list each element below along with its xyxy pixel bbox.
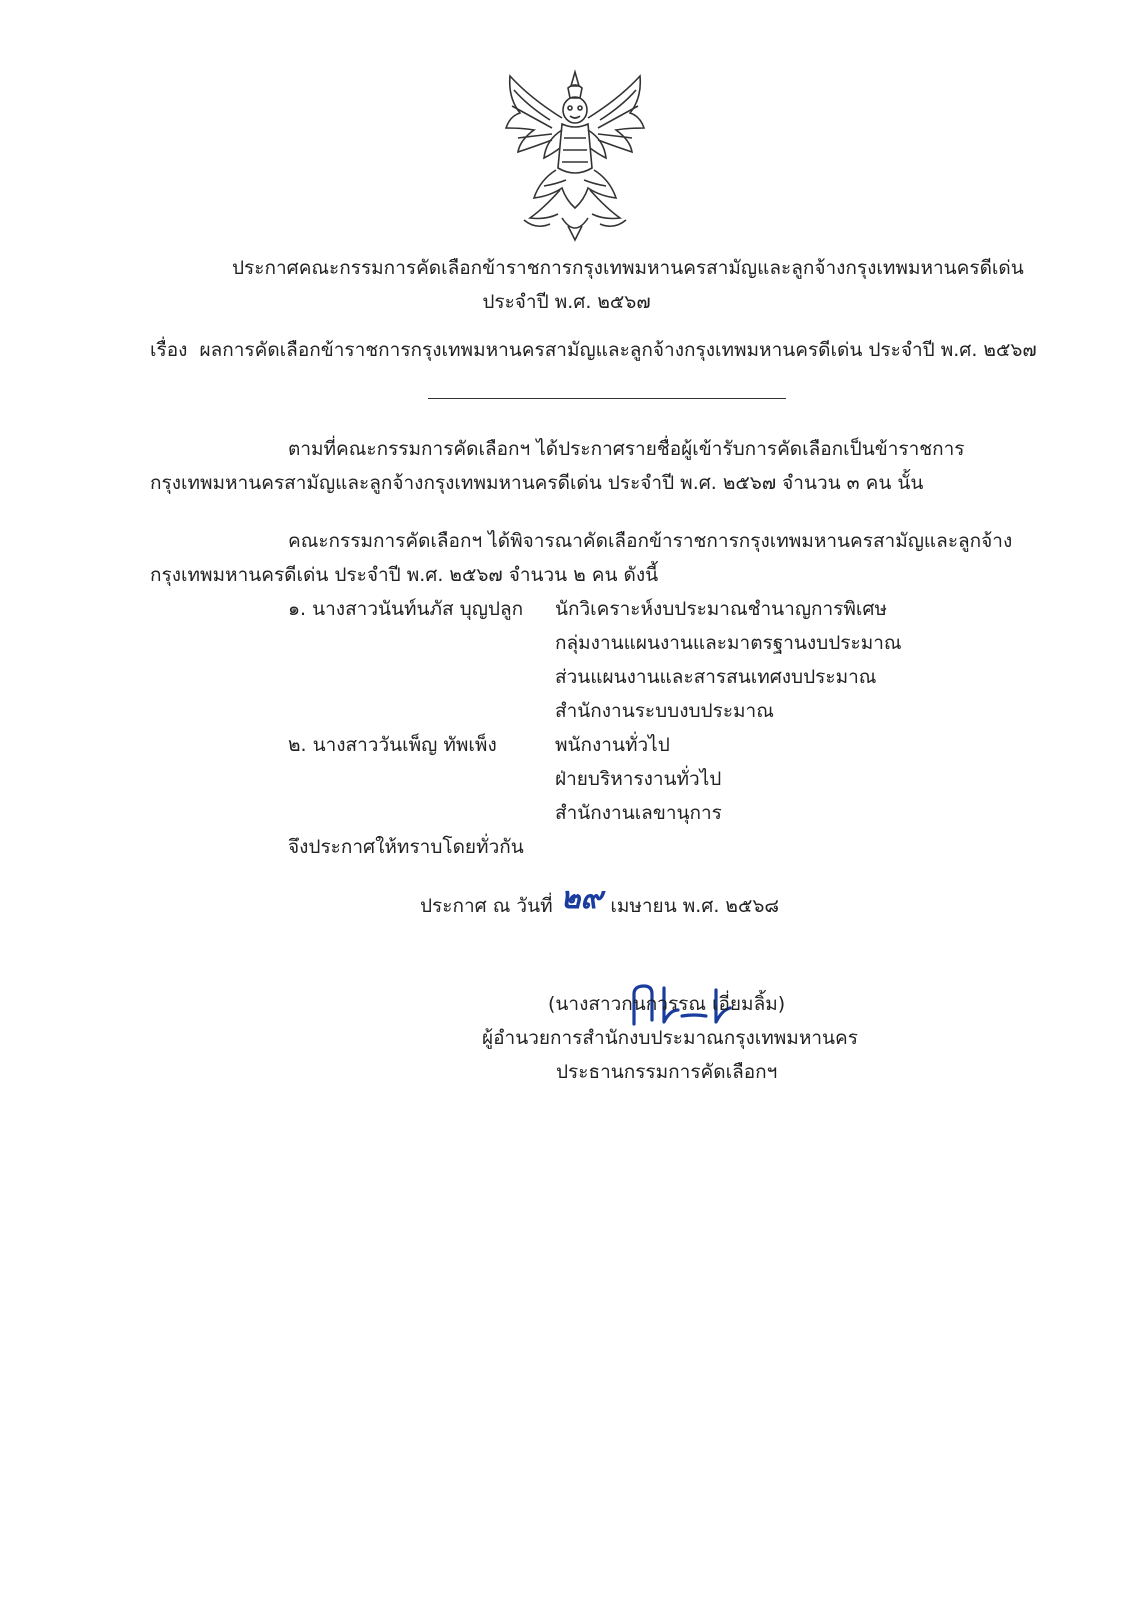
signatory-name: (นางสาวกนกวรรณ เอี่ยมลิ้ม) [548, 993, 786, 1015]
recipient-detail: พนักงานทั่วไป [555, 734, 670, 756]
announcement-title-line2: ประจำปี พ.ศ. ๒๕๖๗ [482, 291, 651, 313]
recipient-detail: สำนักงานระบบงบประมาณ [555, 700, 774, 722]
announcement-title-line1: ประกาศคณะกรรมการคัดเลือกข้าราชการกรุงเทพมหานครสามัญและลูกจ้างกรุงเทพมหานครดีเด่น [232, 257, 1024, 279]
closing-statement: จึงประกาศให้ทราบโดยทั่วกัน [288, 836, 524, 858]
recipient-detail: นักวิเคราะห์งบประมาณชำนาญการพิเศษ [555, 598, 887, 620]
paragraph1-line1: ตามที่คณะกรรมการคัดเลือกฯ ได้ประกาศรายชื่อผู้เข้ารับการคัดเลือกเป็นข้าราชการ [288, 438, 965, 460]
announcement-date [420, 881, 780, 919]
recipient-name: ๑. นางสาวนันท์นภัส บุญปลูก [288, 598, 524, 620]
title-divider [428, 398, 786, 399]
recipient-detail: กลุ่มงานแผนงานและมาตรฐานงบประมาณ [555, 632, 902, 654]
signatory-role: ประธานกรรมการคัดเลือกฯ [556, 1061, 778, 1083]
paragraph2-line2: กรุงเทพมหานครดีเด่น ประจำปี พ.ศ. ๒๕๖๗ จำนวน ๒ คน ดังนี้ [150, 564, 659, 586]
date-prefix: ประกาศ ณ วันที่ [420, 895, 553, 917]
recipient-detail: สำนักงานเลขานุการ [555, 802, 722, 824]
date-month-year: เมษายน พ.ศ. ๒๕๖๘ [610, 895, 780, 917]
recipient-detail: ฝ่ายบริหารงานทั่วไป [555, 768, 722, 790]
date-day-handwritten: ๒๙ [560, 881, 603, 916]
signatory-position: ผู้อำนวยการสำนักงบประมาณกรุงเทพมหานคร [482, 1027, 858, 1049]
subject-label: เรื่อง [150, 339, 188, 361]
paragraph1-line2: กรุงเทพมหานครสามัญและลูกจ้างกรุงเทพมหานครดีเด่น ประจำปี พ.ศ. ๒๕๖๗ จำนวน ๓ คน นั้น [150, 472, 924, 494]
subject-line [150, 337, 1037, 363]
garuda-emblem-icon [500, 68, 650, 243]
recipient-detail: ส่วนแผนงานและสารสนเทศงบประมาณ [555, 666, 877, 688]
subject-text: ผลการคัดเลือกข้าราชการกรุงเทพมหานครสามัญและลูกจ้างกรุงเทพมหานครดีเด่น ประจำปี พ.ศ. ๒๕๖๗ [199, 339, 1037, 361]
paragraph2-line1: คณะกรรมการคัดเลือกฯ ได้พิจารณาคัดเลือกข้าราชการกรุงเทพมหานครสามัญและลูกจ้าง [288, 530, 1013, 552]
recipient-name: ๒. นางสาววันเพ็ญ ทัพเพ็ง [288, 734, 497, 756]
